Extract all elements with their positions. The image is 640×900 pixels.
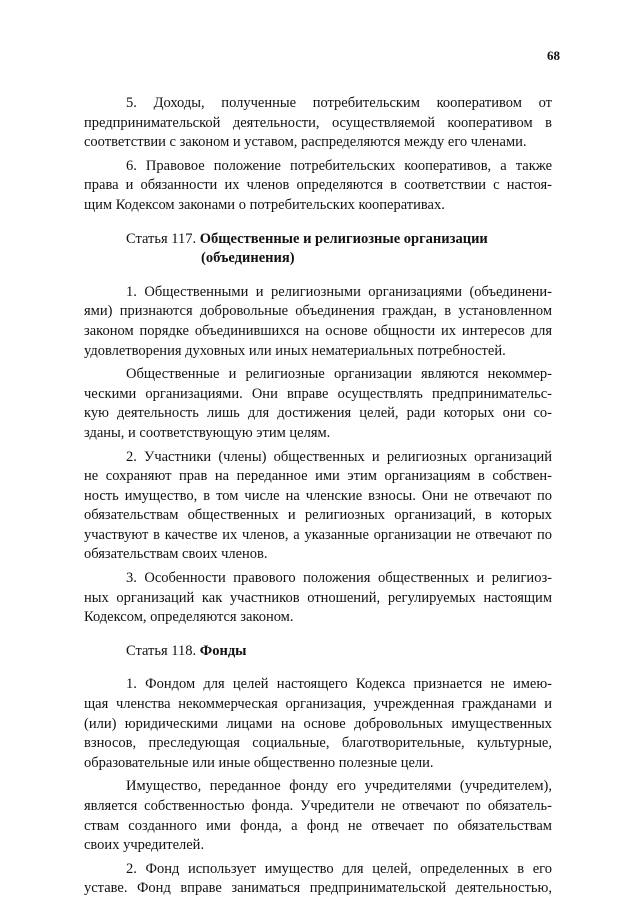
article-117-item-2: [84, 448, 552, 566]
text-line: законом порядке объединившихся на основе общности их интересов для: [84, 322, 552, 339]
text-line: ствам созданного ими фонда, а фонд не отвечает по обязательствам: [84, 817, 552, 834]
text-line: ных организаций как участников отношений, регулируемых настоящим: [84, 589, 552, 606]
text-line: взносов, преследующая социальные, благотворительные, культурные,: [84, 735, 552, 752]
text-line: Имущество, переданное фонду его учредителями (учредителем),: [126, 778, 552, 795]
text-line: обязательствам общественных и религиозных организаций, в которых: [84, 507, 552, 524]
text-line: участвуют в качестве их членов, а указанные организации не отвечают по: [84, 526, 552, 543]
article-118-item-2: [84, 860, 552, 899]
article-title-continued: (объединения): [201, 250, 295, 267]
text-line: уставе. Фонд вправе заниматься предпринимательской деятельностью,: [84, 880, 552, 897]
text-line: не сохраняют прав на переданное ими этим организациям в собствен-: [84, 468, 552, 485]
article-118-heading: [126, 642, 552, 662]
text-line: удовлетворения духовных или иных нематериальных потребностей.: [84, 342, 506, 359]
article-number: Статья 118.: [126, 642, 197, 659]
paragraph-6-legal-status: [84, 157, 552, 216]
page-body: [84, 94, 552, 899]
text-line: своих учредителей.: [84, 837, 205, 854]
text-line: ческими организациями. Они вправе осуществлять предпринимательс-: [84, 385, 552, 402]
text-line: 6. Правовое положение потребительских кооперативов, а также: [126, 157, 552, 174]
page-number: 68: [547, 48, 560, 63]
text-line: 3. Особенности правового положения общественных и религиоз-: [126, 570, 552, 587]
text-line: зданы, и соответствующую этим целям.: [84, 424, 331, 441]
article-117-item-3: [84, 569, 552, 628]
article-118-item-1: [84, 675, 552, 773]
text-line: 1. Общественными и религиозными организациями (объединени-: [126, 283, 552, 300]
text-line: ями) признаются добровольные объединения граждан, в установленном: [84, 303, 552, 320]
article-number: Статья 117.: [126, 230, 197, 247]
text-line: обязательствам своих членов.: [84, 546, 268, 563]
text-line: 1. Фондом для целей настоящего Кодекса признается не имею-: [126, 676, 552, 693]
text-line: образовательные или иные общественно полезные цели.: [84, 754, 434, 771]
text-line: (или) юридическими лицами на основе добровольных имущественных: [84, 715, 552, 732]
article-117-item-1: [84, 283, 552, 361]
article-117-heading: [84, 230, 552, 269]
article-117-item-1-continued: [84, 365, 552, 443]
text-line: ность имущество, в том числе на членские взносы. Они не отвечают по: [84, 487, 552, 504]
text-line: предпринимательской деятельности, осуществляемой кооперативом в: [84, 114, 552, 131]
article-118-item-1-continued: [84, 777, 552, 855]
text-line: является собственностью фонда. Учредители не отвечают по обязатель-: [84, 798, 552, 814]
article-title: Фонды: [199, 642, 247, 659]
article-title: Общественные и религиозные организации: [199, 230, 488, 247]
text-line: щим Кодексом законами о потребительских кооперативах.: [84, 196, 445, 213]
text-line: Общественные и религиозные организации являются некоммер-: [126, 366, 552, 383]
text-line: 2. Фонд использует имущество для целей, определенных в его: [126, 860, 552, 877]
text-line: щая членства некоммерческая организация, учрежденная гражданами и: [84, 696, 552, 713]
text-line: Кодексом, определяются законом.: [84, 609, 294, 626]
text-line: 2. Участники (члены) общественных и религиозных организаций: [126, 448, 552, 465]
paragraph-5-income: [84, 94, 552, 153]
text-line: соответствии с законом и уставом, распределяются между его членами.: [84, 134, 527, 151]
text-line: кую деятельность лишь для достижения целей, ради которых они со-: [84, 405, 552, 422]
text-line: 5. Доходы, полученные потребительским кооперативом от: [126, 95, 552, 111]
text-line: права и обязанности их членов определяются в соответствии с настоя-: [84, 177, 552, 194]
